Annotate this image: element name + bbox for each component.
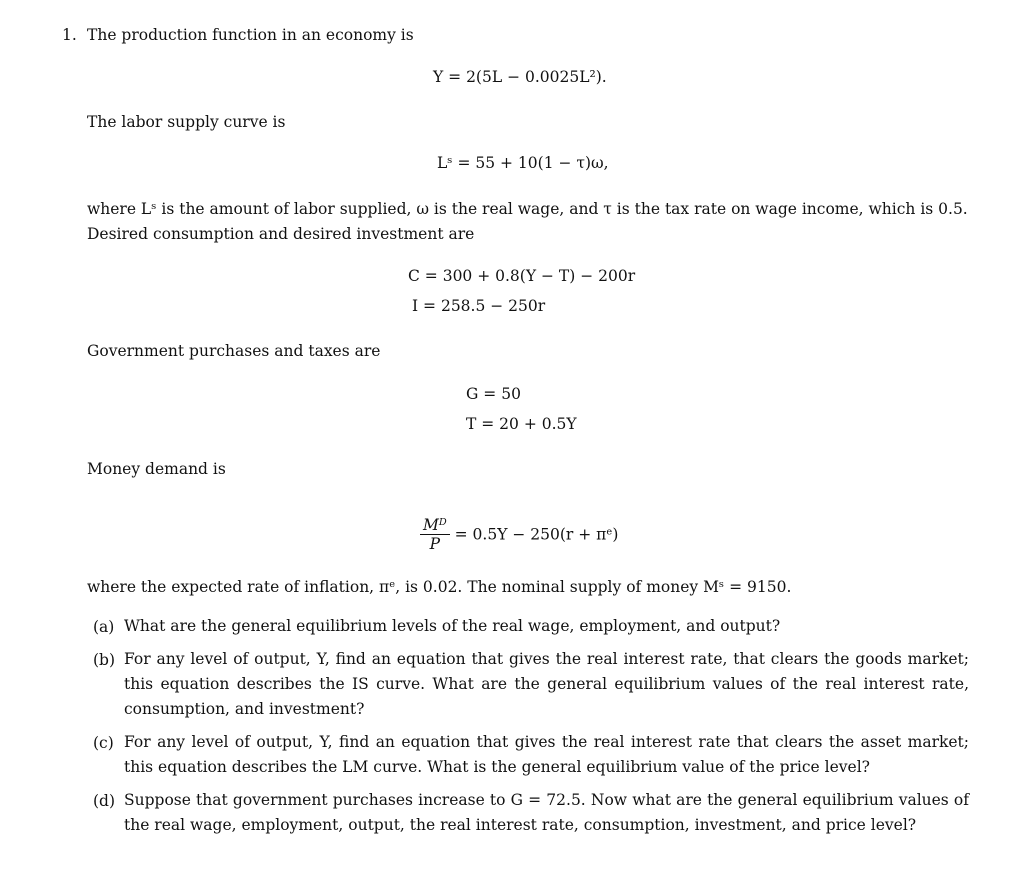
money-description: where the expected rate of inflation, πᵉ, is 0.02. The nominal supply of money Mˢ = 9150. — [87, 578, 792, 596]
government-intro-text: Government purchases and taxes are — [87, 342, 381, 360]
money-rhs: = 0.5Y − 250(r + πᵉ) — [454, 525, 619, 544]
part-d-label: (d) — [93, 792, 116, 810]
part-c-label: (c) — [93, 734, 114, 752]
money-demand-equation — [420, 516, 618, 553]
part-a-label: (a) — [93, 618, 115, 636]
consumption-equation: C = 300 + 0.8(Y − T) − 200r — [408, 267, 636, 285]
government-equation: G = 50 — [466, 385, 521, 403]
labor-intro-text: The labor supply curve is — [87, 113, 286, 131]
money-intro-text: Money demand is — [87, 460, 226, 478]
question-number: 1. — [62, 26, 77, 44]
part-a-text: What are the general equilibrium levels of the real wage, employment, and output? — [124, 617, 781, 635]
part-d-text: Suppose that government purchases increase to G = 72.5. Now what are the general equilibrium values of the real wage, employment, output, the real interest rate, consumption, investment, and price level? — [124, 791, 969, 834]
intro-text: The production function in an economy is — [87, 26, 414, 44]
money-fraction — [420, 516, 450, 553]
part-c-text: For any level of output, Y, find an equation that gives the real interest rate that clears the asset market; this equation describes the LM curve. What is the general equilibrium value of the price level? — [124, 733, 969, 776]
money-numerator: Mᴰ — [420, 516, 450, 535]
part-b-label: (b) — [93, 651, 116, 669]
consumption-intro-text: Desired consumption and desired investment are — [87, 225, 475, 243]
tax-equation: T = 20 + 0.5Y — [466, 415, 577, 433]
production-equation: Y = 2(5L − 0.0025L²). — [433, 68, 607, 86]
money-denominator: P — [429, 535, 441, 553]
labor-description: where Lˢ is the amount of labor supplied, ω is the real wage, and τ is the tax rate on wage income, which is 0.5. — [87, 200, 968, 218]
investment-equation: I = 258.5 − 250r — [412, 297, 546, 315]
labor-supply-equation: Lˢ = 55 + 10(1 − τ)ω, — [437, 154, 609, 172]
part-b-text: For any level of output, Y, find an equation that gives the real interest rate, that clears the goods market; this equation describes the IS curve. What are the general equilibrium values of the real interest rate, consumption, and investment? — [124, 650, 969, 718]
